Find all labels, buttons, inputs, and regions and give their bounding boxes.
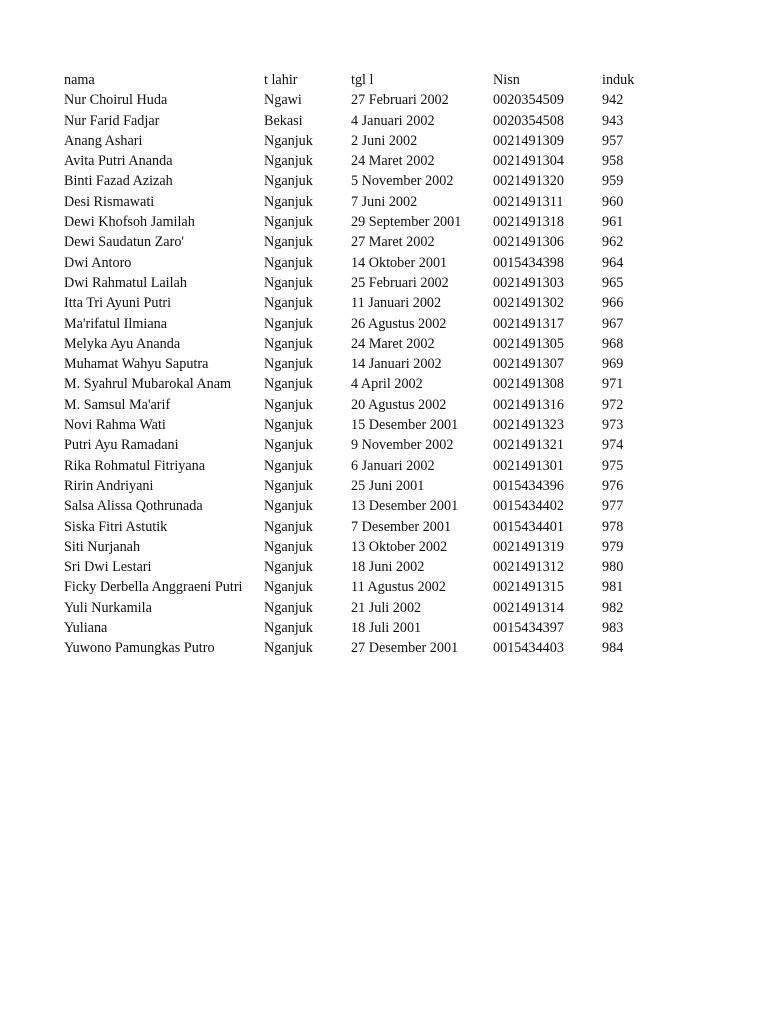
table-row <box>64 151 704 171</box>
cell-nisn: 0021491304 <box>493 153 564 170</box>
cell-tanggal-lahir: 21 Juli 2002 <box>351 599 422 616</box>
table-row <box>64 192 704 212</box>
cell-tanggal-lahir: 25 Juni 2001 <box>351 477 425 494</box>
cell-induk: 981 <box>602 579 624 596</box>
cell-induk: 969 <box>602 356 624 373</box>
cell-nisn: 0021491305 <box>493 335 564 352</box>
cell-tempat-lahir: Nganjuk <box>264 234 313 251</box>
cell-tanggal-lahir: 24 Maret 2002 <box>351 335 435 352</box>
table-row <box>64 232 704 252</box>
cell-induk: 959 <box>602 173 624 190</box>
cell-nisn: 0020354508 <box>493 112 564 129</box>
table-row <box>64 354 704 374</box>
cell-nama: Desi Rismawati <box>64 193 155 210</box>
table-row <box>64 638 704 658</box>
cell-tanggal-lahir: 4 April 2002 <box>351 376 423 393</box>
cell-nisn: 0021491309 <box>493 132 564 149</box>
cell-induk: 976 <box>602 477 624 494</box>
table-row <box>64 598 704 618</box>
cell-induk: 971 <box>602 376 624 393</box>
table-row <box>64 334 704 354</box>
cell-induk: 957 <box>602 132 624 149</box>
cell-nisn: 0021491314 <box>493 599 564 616</box>
cell-tanggal-lahir: 13 Desember 2001 <box>351 498 459 515</box>
cell-nama: Dwi Antoro <box>64 254 132 271</box>
cell-tempat-lahir: Nganjuk <box>264 498 313 515</box>
column-header-induk: induk <box>602 72 635 88</box>
cell-tempat-lahir: Nganjuk <box>264 457 313 474</box>
cell-nisn: 0021491308 <box>493 376 564 393</box>
cell-nama: Rika Rohmatul Fitriyana <box>64 457 206 474</box>
cell-nisn: 0015434397 <box>493 620 564 637</box>
cell-nisn: 0021491319 <box>493 538 564 555</box>
cell-nisn: 0021491317 <box>493 315 564 332</box>
cell-induk: 961 <box>602 214 624 231</box>
cell-tanggal-lahir: 7 Juni 2002 <box>351 193 418 210</box>
column-header-nama: nama <box>64 72 95 88</box>
table-row <box>64 171 704 191</box>
student-table <box>64 70 704 659</box>
table-row <box>64 273 704 293</box>
table-row <box>64 435 704 455</box>
cell-tempat-lahir: Nganjuk <box>264 254 313 271</box>
cell-induk: 982 <box>602 599 624 616</box>
cell-tempat-lahir: Nganjuk <box>264 274 313 291</box>
column-header-nisn: Nisn <box>493 72 520 88</box>
cell-nama: Nur Farid Fadjar <box>64 112 160 129</box>
cell-nama: Yuli Nurkamila <box>64 599 152 616</box>
cell-tanggal-lahir: 27 Maret 2002 <box>351 234 435 251</box>
cell-nama: Novi Rahma Wati <box>64 417 166 434</box>
cell-nama: Anang Ashari <box>64 132 143 149</box>
cell-nisn: 0021491303 <box>493 274 564 291</box>
cell-nama: M. Samsul Ma'arif <box>64 396 171 413</box>
table-header-row <box>64 70 704 90</box>
table-row <box>64 557 704 577</box>
cell-tempat-lahir: Nganjuk <box>264 518 313 535</box>
cell-tempat-lahir: Nganjuk <box>264 417 313 434</box>
cell-tempat-lahir: Nganjuk <box>264 173 313 190</box>
table-row <box>64 415 704 435</box>
cell-tanggal-lahir: 20 Agustus 2002 <box>351 396 447 413</box>
cell-tanggal-lahir: 15 Desember 2001 <box>351 417 459 434</box>
cell-tanggal-lahir: 7 Desember 2001 <box>351 518 452 535</box>
cell-nama: Ririn Andriyani <box>64 477 154 494</box>
cell-nama: Avita Putri Ananda <box>64 153 173 170</box>
cell-nama: Sri Dwi Lestari <box>64 559 152 576</box>
cell-tempat-lahir: Ngawi <box>264 92 302 109</box>
cell-nama: Salsa Alissa Qothrunada <box>64 498 203 515</box>
cell-induk: 942 <box>602 92 624 109</box>
cell-induk: 967 <box>602 315 624 332</box>
cell-nisn: 0021491315 <box>493 579 564 596</box>
cell-induk: 966 <box>602 295 624 312</box>
cell-tanggal-lahir: 14 Oktober 2001 <box>351 254 448 271</box>
cell-tanggal-lahir: 11 Januari 2002 <box>351 295 442 312</box>
cell-tempat-lahir: Nganjuk <box>264 295 313 312</box>
cell-induk: 960 <box>602 193 624 210</box>
cell-tanggal-lahir: 26 Agustus 2002 <box>351 315 447 332</box>
cell-nisn: 0021491316 <box>493 396 564 413</box>
cell-tempat-lahir: Bekasi <box>264 112 303 129</box>
cell-tanggal-lahir: 14 Januari 2002 <box>351 356 442 373</box>
cell-tanggal-lahir: 2 Juni 2002 <box>351 132 418 149</box>
cell-nisn: 0021491320 <box>493 173 564 190</box>
cell-nisn: 0015434403 <box>493 640 564 657</box>
cell-tempat-lahir: Nganjuk <box>264 477 313 494</box>
cell-tanggal-lahir: 9 November 2002 <box>351 437 454 454</box>
table-row <box>64 517 704 537</box>
cell-nama: Putri Ayu Ramadani <box>64 437 179 454</box>
cell-nisn: 0021491306 <box>493 234 564 251</box>
cell-nama: M. Syahrul Mubarokal Anam <box>64 376 232 393</box>
table-body <box>64 90 704 658</box>
cell-nisn: 0021491302 <box>493 295 564 312</box>
cell-tanggal-lahir: 18 Juli 2001 <box>351 620 422 637</box>
cell-tempat-lahir: Nganjuk <box>264 335 313 352</box>
cell-induk: 968 <box>602 335 624 352</box>
cell-nisn: 0015434402 <box>493 498 564 515</box>
cell-tempat-lahir: Nganjuk <box>264 132 313 149</box>
cell-nama: Nur Choirul Huda <box>64 92 168 109</box>
cell-induk: 962 <box>602 234 624 251</box>
table-row <box>64 253 704 273</box>
cell-tanggal-lahir: 11 Agustus 2002 <box>351 579 446 596</box>
table-row <box>64 577 704 597</box>
cell-nisn: 0015434401 <box>493 518 564 535</box>
cell-tempat-lahir: Nganjuk <box>264 538 313 555</box>
cell-tanggal-lahir: 27 Februari 2002 <box>351 92 449 109</box>
cell-nama: Dewi Saudatun Zaro' <box>64 234 184 251</box>
cell-nisn: 0021491312 <box>493 559 564 576</box>
cell-nama: Siti Nurjanah <box>64 538 141 555</box>
cell-induk: 965 <box>602 274 624 291</box>
cell-tanggal-lahir: 5 November 2002 <box>351 173 454 190</box>
cell-tempat-lahir: Nganjuk <box>264 437 313 454</box>
table-row <box>64 212 704 232</box>
table-row <box>64 293 704 313</box>
table-row <box>64 90 704 110</box>
cell-nama: Ma'rifatul Ilmiana <box>64 315 168 332</box>
table-row <box>64 496 704 516</box>
cell-induk: 979 <box>602 538 624 555</box>
cell-nama: Dwi Rahmatul Lailah <box>64 274 187 291</box>
cell-tempat-lahir: Nganjuk <box>264 153 313 170</box>
cell-nama: Dewi Khofsoh Jamilah <box>64 214 195 231</box>
cell-tempat-lahir: Nganjuk <box>264 376 313 393</box>
table-row <box>64 476 704 496</box>
cell-tanggal-lahir: 27 Desember 2001 <box>351 640 459 657</box>
cell-nama: Binti Fazad Azizah <box>64 173 173 190</box>
cell-induk: 984 <box>602 640 624 657</box>
cell-tempat-lahir: Nganjuk <box>264 579 313 596</box>
cell-nisn: 0021491307 <box>493 356 564 373</box>
cell-induk: 964 <box>602 254 624 271</box>
cell-nama: Itta Tri Ayuni Putri <box>64 295 172 312</box>
cell-induk: 974 <box>602 437 624 454</box>
cell-tempat-lahir: Nganjuk <box>264 356 313 373</box>
cell-nama: Melyka Ayu Ananda <box>64 335 181 352</box>
cell-induk: 977 <box>602 498 624 515</box>
cell-nisn: 0021491321 <box>493 437 564 454</box>
table-row <box>64 537 704 557</box>
cell-induk: 943 <box>602 112 624 129</box>
cell-nisn: 0021491311 <box>493 193 564 210</box>
cell-tanggal-lahir: 29 September 2001 <box>351 214 462 231</box>
cell-nama: Muhamat Wahyu Saputra <box>64 356 209 373</box>
cell-induk: 973 <box>602 417 624 434</box>
cell-induk: 958 <box>602 153 624 170</box>
cell-tempat-lahir: Nganjuk <box>264 599 313 616</box>
cell-tempat-lahir: Nganjuk <box>264 214 313 231</box>
table-row <box>64 618 704 638</box>
cell-induk: 983 <box>602 620 624 637</box>
cell-tanggal-lahir: 13 Oktober 2002 <box>351 538 448 555</box>
table-row <box>64 456 704 476</box>
cell-tempat-lahir: Nganjuk <box>264 396 313 413</box>
cell-nisn: 0021491301 <box>493 457 564 474</box>
cell-nama: Ficky Derbella Anggraeni Putri <box>64 579 243 596</box>
cell-tanggal-lahir: 18 Juni 2002 <box>351 559 425 576</box>
cell-nama: Siska Fitri Astutik <box>64 518 168 535</box>
table-row <box>64 111 704 131</box>
column-header-tgl-l: tgl l <box>351 72 374 88</box>
student-table-sheet <box>64 70 704 659</box>
cell-induk: 972 <box>602 396 624 413</box>
cell-tanggal-lahir: 24 Maret 2002 <box>351 153 435 170</box>
cell-nisn: 0021491323 <box>493 417 564 434</box>
cell-nisn: 0021491318 <box>493 214 564 231</box>
cell-tempat-lahir: Nganjuk <box>264 193 313 210</box>
cell-induk: 975 <box>602 457 624 474</box>
cell-nama: Yuwono Pamungkas Putro <box>64 640 215 657</box>
cell-nisn: 0015434398 <box>493 254 564 271</box>
table-row <box>64 374 704 394</box>
cell-tanggal-lahir: 4 Januari 2002 <box>351 112 435 129</box>
column-header-t-lahir: t lahir <box>264 72 298 88</box>
cell-tempat-lahir: Nganjuk <box>264 559 313 576</box>
table-row <box>64 131 704 151</box>
cell-induk: 978 <box>602 518 624 535</box>
cell-tempat-lahir: Nganjuk <box>264 640 313 657</box>
cell-tanggal-lahir: 25 Februari 2002 <box>351 274 449 291</box>
cell-nisn: 0020354509 <box>493 92 564 109</box>
table-row <box>64 314 704 334</box>
cell-nisn: 0015434396 <box>493 477 564 494</box>
cell-nama: Yuliana <box>64 620 108 637</box>
cell-tempat-lahir: Nganjuk <box>264 620 313 637</box>
cell-induk: 980 <box>602 559 624 576</box>
table-row <box>64 395 704 415</box>
cell-tanggal-lahir: 6 Januari 2002 <box>351 457 435 474</box>
cell-tempat-lahir: Nganjuk <box>264 315 313 332</box>
